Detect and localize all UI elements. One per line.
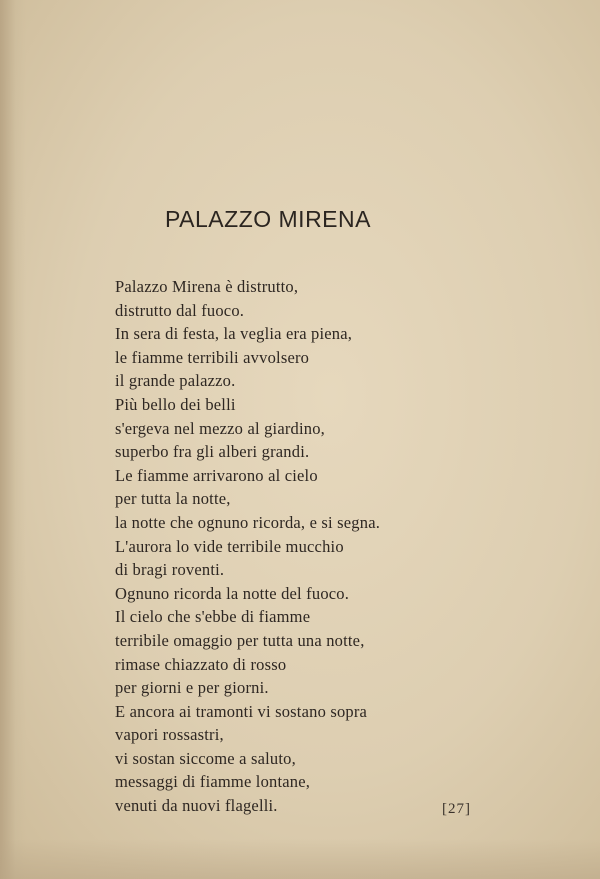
poem-line: per giorni e per giorni. <box>115 678 269 698</box>
poem-line: L'aurora lo vide terribile mucchio <box>115 536 344 556</box>
poem-body <box>115 275 380 818</box>
page-number: [27] <box>442 801 471 817</box>
poem-line: vapori rossastri, <box>115 725 224 745</box>
poem-line: il grande palazzo. <box>115 371 236 391</box>
poem-line: vi sostan siccome a saluto, <box>115 748 296 768</box>
poem-line: per tutta la notte, <box>115 489 231 509</box>
poem-line: Il cielo che s'ebbe di fiamme <box>115 607 311 627</box>
poem-line: E ancora ai tramonti vi sostano sopra <box>115 701 368 721</box>
poem-line: Più bello dei belli <box>115 394 236 414</box>
poem-line: superbo fra gli alberi grandi. <box>115 442 310 462</box>
poem-line: Le fiamme arrivarono al cielo <box>115 465 318 485</box>
poem-line: la notte che ognuno ricorda, e si segna. <box>115 512 381 532</box>
poem-line: le fiamme terribili avvolsero <box>115 347 310 367</box>
poem-line: di bragi roventi. <box>115 560 225 580</box>
poem-line: terribile omaggio per tutta una notte, <box>115 630 365 650</box>
poem-line: s'ergeva nel mezzo al giardino, <box>115 418 325 438</box>
poem-line: Palazzo Mirena è distrutto, <box>115 277 299 296</box>
poem-line: rimase chiazzato di rosso <box>115 654 287 674</box>
poem-line: distrutto dal fuoco. <box>115 300 245 320</box>
poem-line: Ognuno ricorda la notte del fuoco. <box>115 583 350 603</box>
poem-title: PALAZZO MIRENA <box>165 206 371 232</box>
poem-line: In sera di festa, la veglia era piena, <box>115 324 353 344</box>
poem-line: messaggi di fiamme lontane, <box>115 772 311 792</box>
poem-line: venuti da nuovi flagelli. <box>115 796 278 816</box>
